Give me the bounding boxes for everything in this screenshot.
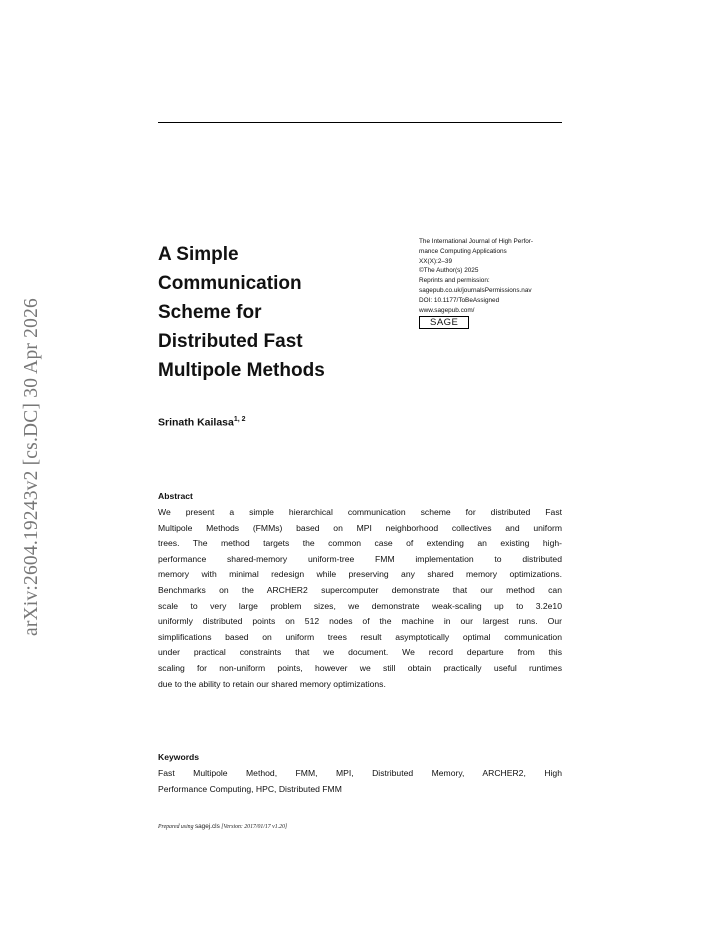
journal-line: DOI: 10.1177/ToBeAssigned [419,296,500,304]
footer-cls: sagej.cls [194,823,220,830]
journal-line: XX(X):2–39 [419,257,453,265]
abstract-line: simplifications based on uniform trees result asymptotically optimal communication [158,631,562,642]
abstract-line: We present a simple hierarchical communication scheme for distributed Fast [158,507,562,517]
abstract-line: performance shared-memory uniform-tree FMM implementation to distributed [158,553,562,564]
footer-prefix: Prepared using [158,824,195,830]
footer-suffix: [Version: 2017/01/17 v1.20] [219,824,288,830]
keywords-heading: Keywords [158,752,200,762]
header-rule [158,122,562,123]
sage-logo: SAGE [419,316,469,329]
paper-title [158,240,388,385]
journal-line: The International Journal of High Perfor- [419,238,534,245]
keywords-body [158,766,562,797]
title-line: A Simple [158,244,239,265]
abstract-heading: Abstract [158,491,193,501]
abstract-line: due to the ability to retain our shared memory optimizations. [158,678,386,689]
author-affiliation: 1, 2 [233,416,246,423]
abstract-line: memory with minimal redesign while preserving any shared memory optimizations. [158,569,562,580]
abstract-line: under practical constraints that we document. We record departure from this [158,647,562,658]
abstract-line: scaling for non-uniform points, however we still obtain practically useful runtimes [158,662,562,673]
arxiv-identifier: arXiv:2604.19243v2 [cs.DC] 30 Apr 2026 [21,298,42,636]
abstract-line: trees. The method targets the common case of extending an existing high- [158,538,562,549]
title-line: Scheme for [158,302,262,323]
abstract-body [158,505,562,692]
abstract-line: scale to very large problem sizes, we demonstrate weak-scaling up to 3.2e10 [158,600,562,611]
journal-line: mance Computing Applications [419,247,507,255]
title-line: Multipole Methods [158,360,325,381]
keywords-line: Fast Multipole Method, FMM, MPI, Distributed Memory, ARCHER2, High [158,768,562,778]
author [158,416,246,429]
abstract-line: Multipole Methods (FMMs) based on MPI neighborhood collectives and uniform [158,522,562,533]
journal-line: sagepub.co.uk/journalsPermissions.nav [419,286,532,294]
prepared-using-note [158,823,287,830]
author-name: Srinath Kailasa [158,416,234,429]
title-line: Distributed Fast [158,331,303,352]
journal-line: Reprints and permission: [419,277,490,285]
journal-line: www.sagepub.com/ [419,306,475,314]
keywords-line: Performance Computing, HPC, Distributed FMM [158,783,342,794]
abstract-line: uniformly distributed points on 512 nodes of the machine in our largest runs. Our [158,616,562,627]
title-line: Communication [158,273,302,294]
journal-line: ©The Author(s) 2025 [419,267,479,275]
journal-info [419,237,579,329]
abstract-line: Benchmarks on the ARCHER2 supercomputer demonstrate that our method can [158,584,562,595]
